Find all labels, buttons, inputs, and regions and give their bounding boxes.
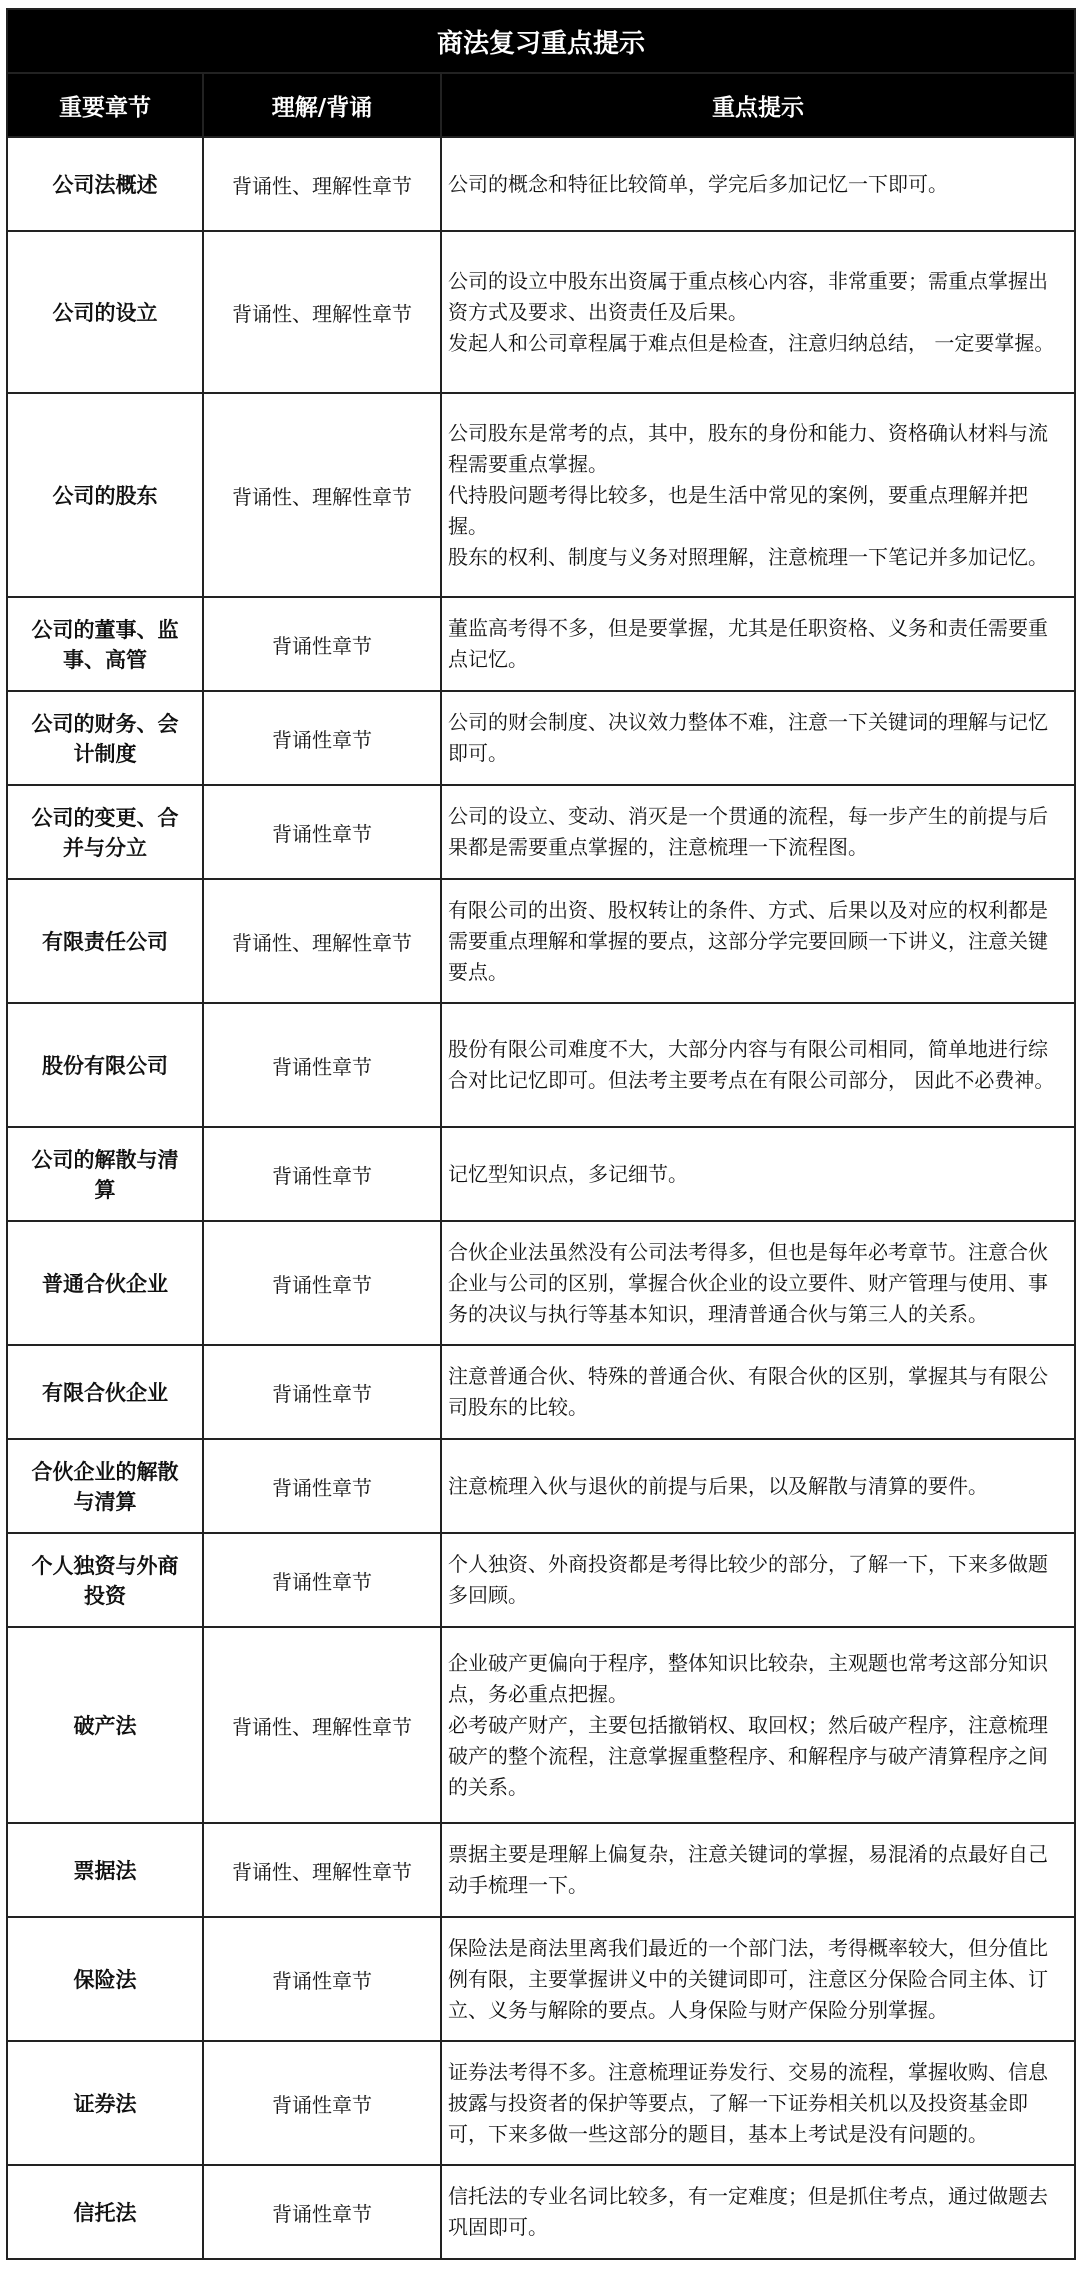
chapter-cell: 公司的股东	[7, 393, 203, 597]
chapter-cell: 有限合伙企业	[7, 1345, 203, 1439]
tip-paragraph: 证券法考得不多。注意梳理证券发行、交易的流程，掌握收购、信息披露与投资者的保护等要点，了解一下证券相关机以及投资基金即可，下来多做一些这部分的题目，基本上考试是没有问题的。	[448, 2059, 1048, 2146]
type-cell: 背诵性章节	[203, 1221, 441, 1345]
chapter-cell: 公司法概述	[7, 137, 203, 231]
chapter-cell: 公司的设立	[7, 231, 203, 393]
tip-cell	[441, 1917, 1075, 2041]
table-row	[7, 1127, 1075, 1221]
tip-paragraph: 票据主要是理解上偏复杂，注意关键词的掌握，易混淆的点最好自己动手梳理一下。	[448, 1842, 1048, 1897]
tip-cell	[441, 1003, 1075, 1127]
table-row	[7, 2041, 1075, 2165]
chapter-cell: 个人独资与外商投资	[7, 1533, 203, 1627]
type-cell: 背诵性章节	[203, 1533, 441, 1627]
tip-cell	[441, 1823, 1075, 1917]
tip-cell	[441, 1221, 1075, 1345]
review-table-container	[6, 8, 1074, 2260]
tip-cell	[441, 2165, 1075, 2259]
chapter-cell: 证券法	[7, 2041, 203, 2165]
table-title-row	[7, 9, 1075, 73]
chapter-cell: 股份有限公司	[7, 1003, 203, 1127]
table-row	[7, 879, 1075, 1003]
tip-paragraph: 必考破产财产，主要包括撤销权、取回权；然后破产程序，注意梳理破产的整个流程，注意掌握重整程序、和解程序与破产清算程序之间的关系。	[448, 1712, 1048, 1799]
tip-cell	[441, 1533, 1075, 1627]
type-cell: 背诵性章节	[203, 785, 441, 879]
tip-cell	[441, 231, 1075, 393]
chapter-cell: 破产法	[7, 1627, 203, 1823]
table-row	[7, 1003, 1075, 1127]
tip-cell	[441, 137, 1075, 231]
chapter-cell: 公司的财务、会计制度	[7, 691, 203, 785]
chapter-cell: 公司的变更、合并与分立	[7, 785, 203, 879]
tip-paragraph: 公司的财会制度、决议效力整体不难，注意一下关键词的理解与记忆即可。	[448, 710, 1048, 765]
table-row	[7, 785, 1075, 879]
type-cell: 背诵性、理解性章节	[203, 231, 441, 393]
table-title: 商法复习重点提示	[7, 9, 1075, 73]
tip-cell	[441, 393, 1075, 597]
type-cell: 背诵性、理解性章节	[203, 137, 441, 231]
type-cell: 背诵性、理解性章节	[203, 393, 441, 597]
type-cell: 背诵性章节	[203, 1345, 441, 1439]
type-cell: 背诵性、理解性章节	[203, 1823, 441, 1917]
type-cell: 背诵性章节	[203, 1917, 441, 2041]
table-row	[7, 1533, 1075, 1627]
tip-paragraph: 注意普通合伙、特殊的普通合伙、有限合伙的区别，掌握其与有限公司股东的比较。	[448, 1364, 1048, 1419]
tip-cell	[441, 785, 1075, 879]
table-row	[7, 691, 1075, 785]
tip-cell	[441, 879, 1075, 1003]
table-row	[7, 393, 1075, 597]
chapter-cell: 合伙企业的解散与清算	[7, 1439, 203, 1533]
review-table	[6, 8, 1076, 2260]
tip-cell	[441, 1345, 1075, 1439]
table-row	[7, 597, 1075, 691]
tip-cell	[441, 691, 1075, 785]
tip-paragraph: 企业破产更偏向于程序，整体知识比较杂，主观题也常考这部分知识点，务必重点把握。	[448, 1650, 1048, 1706]
header-type: 理解/背诵	[203, 73, 441, 137]
table-row	[7, 231, 1075, 393]
type-cell: 背诵性章节	[203, 2165, 441, 2259]
type-cell: 背诵性、理解性章节	[203, 879, 441, 1003]
type-cell: 背诵性章节	[203, 2041, 441, 2165]
tip-paragraph: 公司的设立中股东出资属于重点核心内容，非常重要；需重点掌握出资方式及要求、出资责任及后果。	[448, 268, 1048, 324]
tip-paragraph: 记忆型知识点，多记细节。	[448, 1161, 688, 1186]
chapter-cell: 信托法	[7, 2165, 203, 2259]
header-row	[7, 73, 1075, 137]
tip-cell	[441, 2041, 1075, 2165]
table-row	[7, 2165, 1075, 2259]
chapter-cell: 保险法	[7, 1917, 203, 2041]
tip-paragraph: 公司的设立、变动、消灭是一个贯通的流程，每一步产生的前提与后果都是需要重点掌握的，注意梳理一下流程图。	[448, 804, 1048, 859]
tip-paragraph: 注意梳理入伙与退伙的前提与后果，以及解散与清算的要件。	[448, 1473, 988, 1498]
table-row	[7, 1439, 1075, 1533]
tip-cell	[441, 1127, 1075, 1221]
type-cell: 背诵性章节	[203, 1127, 441, 1221]
chapter-cell: 公司的解散与清算	[7, 1127, 203, 1221]
tip-paragraph: 发起人和公司章程属于难点但是检查，注意归纳总结， 一定要掌握。	[448, 330, 1055, 355]
tip-paragraph: 公司的概念和特征比较简单，学完后多加记忆一下即可。	[448, 171, 948, 196]
type-cell: 背诵性章节	[203, 1003, 441, 1127]
tip-paragraph: 个人独资、外商投资都是考得比较少的部分，了解一下，下来多做题多回顾。	[448, 1552, 1048, 1607]
tip-paragraph: 代持股问题考得比较多，也是生活中常见的案例，要重点理解并把握。	[448, 482, 1028, 538]
table-row	[7, 1345, 1075, 1439]
tip-paragraph: 股东的权利、制度与义务对照理解，注意梳理一下笔记并多加记忆。	[448, 544, 1048, 569]
chapter-cell: 普通合伙企业	[7, 1221, 203, 1345]
tip-paragraph: 董监高考得不多，但是要掌握，尤其是任职资格、义务和责任需要重点记忆。	[448, 616, 1048, 671]
tip-cell	[441, 597, 1075, 691]
table-row	[7, 1627, 1075, 1823]
type-cell: 背诵性、理解性章节	[203, 1627, 441, 1823]
chapter-cell: 票据法	[7, 1823, 203, 1917]
table-row	[7, 1823, 1075, 1917]
chapter-cell: 公司的董事、监事、高管	[7, 597, 203, 691]
tip-paragraph: 股份有限公司难度不大，大部分内容与有限公司相同，简单地进行综合对比记忆即可。但法考主要考点在有限公司部分， 因此不必费神。	[448, 1037, 1055, 1092]
chapter-cell: 有限责任公司	[7, 879, 203, 1003]
tip-cell	[441, 1439, 1075, 1533]
table-row	[7, 137, 1075, 231]
tip-paragraph: 有限公司的出资、股权转让的条件、方式、后果以及对应的权利都是需要重点理解和掌握的要点，这部分学完要回顾一下讲义，注意关键要点。	[448, 897, 1048, 984]
tip-paragraph: 合伙企业法虽然没有公司法考得多，但也是每年必考章节。注意合伙企业与公司的区别，掌握合伙企业的设立要件、财产管理与使用、事务的决议与执行等基本知识，理清普通合伙与第三人的关系。	[448, 1239, 1048, 1326]
type-cell: 背诵性章节	[203, 691, 441, 785]
type-cell: 背诵性章节	[203, 1439, 441, 1533]
tip-paragraph: 信托法的专业名词比较多，有一定难度；但是抓住考点，通过做题去巩固即可。	[448, 2184, 1048, 2239]
table-body	[7, 137, 1075, 2259]
tip-cell	[441, 1627, 1075, 1823]
type-cell: 背诵性章节	[203, 597, 441, 691]
table-row	[7, 1917, 1075, 2041]
header-chapter: 重要章节	[7, 73, 203, 137]
header-tips: 重点提示	[441, 73, 1075, 137]
tip-paragraph: 保险法是商法里离我们最近的一个部门法，考得概率较大，但分值比例有限，主要掌握讲义中的关键词即可，注意区分保险合同主体、订立、义务与解除的要点。人身保险与财产保险分别掌握。	[448, 1935, 1048, 2022]
tip-paragraph: 公司股东是常考的点，其中，股东的身份和能力、资格确认材料与流程需要重点掌握。	[448, 420, 1048, 476]
table-row	[7, 1221, 1075, 1345]
